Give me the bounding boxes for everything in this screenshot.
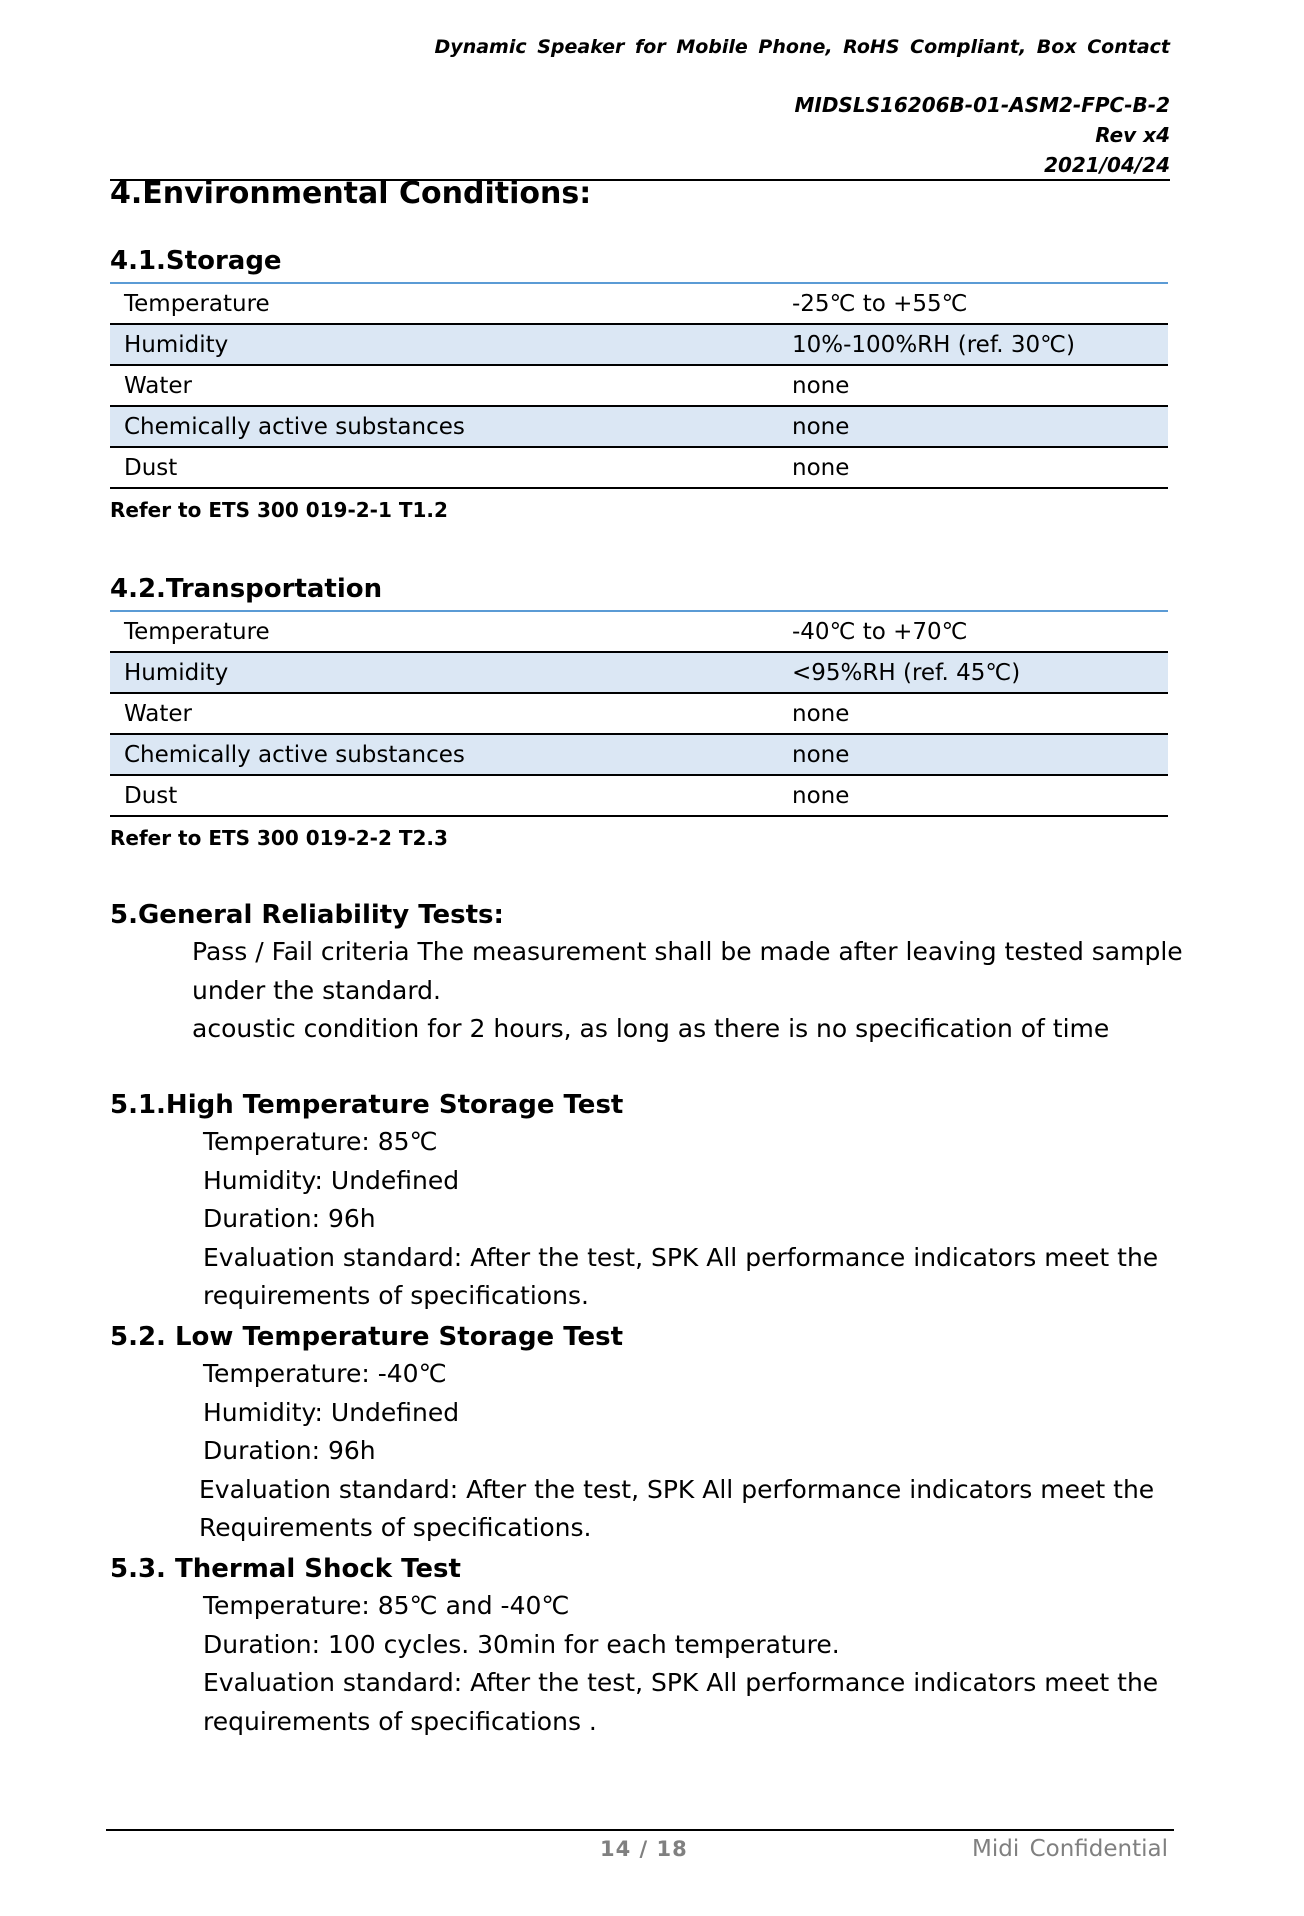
row-value: none — [792, 454, 850, 481]
paragraph-line: Temperature: -40℃ — [203, 1359, 447, 1388]
paragraph-line: Pass / Fail criteria The measurement shall be made after leaving tested sample — [192, 937, 1183, 966]
transportation-table — [110, 610, 1168, 817]
section-4-heading: 4.Environmental Conditions: — [110, 176, 592, 211]
table-row — [110, 325, 1168, 366]
paragraph-line: Evaluation standard: After the test, SPK All performance indicators meet the — [203, 1242, 1159, 1272]
row-label: Temperature — [124, 290, 270, 317]
row-value: none — [792, 372, 850, 399]
paragraph-line: Duration: 96h — [203, 1204, 376, 1233]
paragraph-line: Requirements of specifications. — [199, 1513, 592, 1542]
paragraph-line: acoustic condition for 2 hours, as long as there is no specification of time — [192, 1014, 1110, 1043]
paragraph-line: requirements of specifications . — [203, 1706, 597, 1736]
document-product-title: Dynamic Speaker for Mobile Phone, RoHS Compliant, Box Contact — [434, 36, 1170, 58]
row-label: Chemically active substances — [124, 741, 465, 768]
row-value: -40℃ to +70℃ — [792, 618, 968, 645]
thermal-shock-test-heading: 5.3. Thermal Shock Test — [110, 1554, 461, 1584]
high-temp-test-details — [203, 1123, 1158, 1316]
row-value: -25℃ to +55℃ — [792, 290, 968, 317]
row-value: 10%-100%RH (ref. 30℃) — [792, 331, 1075, 358]
table-row — [110, 366, 1168, 407]
transportation-reference: Refer to ETS 300 019-2-2 T2.3 — [110, 826, 448, 850]
row-value: none — [792, 782, 850, 809]
paragraph-line: Evaluation standard: After the test, SPK All performance indicators meet the — [203, 1668, 1159, 1697]
paragraph-line: under the standard. — [192, 975, 441, 1005]
table-row — [110, 407, 1168, 448]
document-meta — [794, 90, 1170, 180]
table-row — [110, 284, 1168, 325]
page-number: 14 / 18 — [600, 1837, 688, 1861]
paragraph-line: Temperature: 85℃ and -40℃ — [203, 1591, 570, 1620]
row-value: none — [792, 741, 850, 768]
criteria-paragraph — [192, 933, 1183, 1049]
transportation-heading: 4.2.Transportation — [110, 574, 383, 604]
low-temp-test-details — [199, 1355, 1155, 1548]
paragraph-line: Humidity: Undefined — [203, 1165, 460, 1195]
row-label: Humidity — [124, 331, 229, 358]
row-label: Dust — [124, 782, 178, 809]
row-label: Chemically active substances — [124, 413, 465, 440]
row-label: Humidity — [124, 659, 229, 686]
table-row — [110, 694, 1168, 735]
row-label: Temperature — [124, 618, 270, 645]
paragraph-line: requirements of specifications. — [203, 1281, 589, 1310]
thermal-shock-test-details — [203, 1587, 1158, 1741]
storage-reference: Refer to ETS 300 019-2-1 T1.2 — [110, 498, 448, 522]
row-value: none — [792, 413, 850, 440]
table-row — [110, 735, 1168, 776]
table-row — [110, 612, 1168, 653]
storage-table — [110, 282, 1168, 489]
paragraph-line: Temperature: 85℃ — [203, 1127, 438, 1156]
paragraph-line: Duration: 100 cycles. 30min for each temperature. — [203, 1629, 840, 1659]
paragraph-line: Humidity: Undefined — [203, 1397, 460, 1427]
low-temp-test-heading: 5.2. Low Temperature Storage Test — [110, 1322, 624, 1352]
paragraph-line: Evaluation standard: After the test, SPK All performance indicators meet the — [199, 1474, 1155, 1504]
row-value: none — [792, 700, 850, 727]
table-row — [110, 448, 1168, 489]
table-row — [110, 653, 1168, 694]
row-label: Dust — [124, 454, 178, 481]
storage-heading: 4.1.Storage — [110, 246, 282, 276]
revision: Rev x4 — [1095, 123, 1170, 147]
part-number: MIDSLS16206B-01-ASM2-FPC-B-2 — [794, 93, 1170, 117]
footer-divider — [106, 1829, 1174, 1831]
paragraph-line: Duration: 96h — [203, 1436, 376, 1465]
document-date: 2021/04/24 — [1044, 153, 1170, 177]
row-label: Water — [124, 700, 192, 727]
row-label: Water — [124, 372, 192, 399]
confidential-label: Midi Confidential — [972, 1836, 1168, 1862]
section-5-heading: 5.General Reliability Tests: — [110, 900, 504, 930]
row-value: <95%RH (ref. 45℃) — [792, 659, 1021, 686]
table-row — [110, 776, 1168, 817]
high-temp-test-heading: 5.1.High Temperature Storage Test — [110, 1090, 624, 1120]
